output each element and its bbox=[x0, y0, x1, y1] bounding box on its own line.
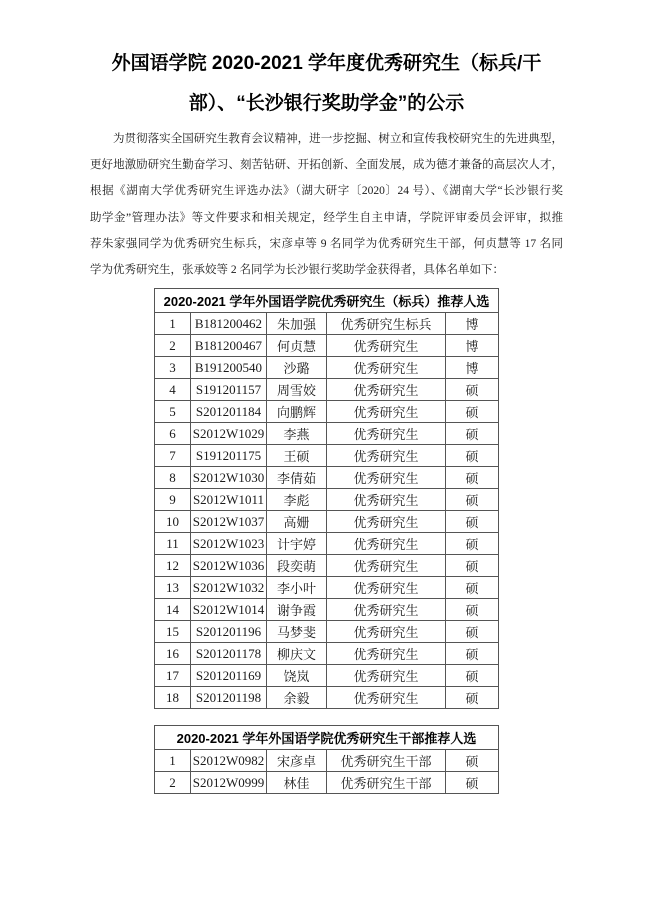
page-title bbox=[68, 44, 585, 124]
student-name-cell: 李燕 bbox=[266, 423, 326, 445]
student-id-cell: S2012W0999 bbox=[191, 772, 267, 794]
student-id-cell: S191201157 bbox=[190, 379, 266, 401]
table-row bbox=[154, 533, 498, 555]
serial-cell: 1 bbox=[154, 313, 190, 335]
honor-title-cell: 优秀研究生 bbox=[326, 401, 445, 423]
degree-level-cell: 硕 bbox=[445, 379, 498, 401]
serial-cell: 1 bbox=[155, 750, 191, 772]
table-row bbox=[154, 599, 498, 621]
degree-level-cell: 硕 bbox=[445, 577, 498, 599]
table-row bbox=[154, 511, 498, 533]
ganbu-roster-table bbox=[154, 725, 499, 794]
degree-level-cell: 硕 bbox=[445, 643, 498, 665]
student-id-cell: S2012W1029 bbox=[190, 423, 266, 445]
degree-level-cell: 硕 bbox=[446, 750, 499, 772]
serial-cell: 7 bbox=[154, 445, 190, 467]
student-id-cell: S2012W1032 bbox=[190, 577, 266, 599]
degree-level-cell: 硕 bbox=[445, 555, 498, 577]
honor-title-cell: 优秀研究生 bbox=[326, 489, 445, 511]
honor-title-cell: 优秀研究生 bbox=[326, 445, 445, 467]
student-name-cell: 周雪姣 bbox=[266, 379, 326, 401]
paragraph-line: 根据《湖南大学优秀研究生评选办法》（湖大研字〔2020〕24 号）、《湖南大学“长沙银行奖 bbox=[90, 185, 563, 198]
serial-cell: 13 bbox=[154, 577, 190, 599]
serial-cell: 16 bbox=[154, 643, 190, 665]
degree-level-cell: 博 bbox=[445, 335, 498, 357]
degree-level-cell: 硕 bbox=[445, 533, 498, 555]
student-id-cell: S2012W1014 bbox=[190, 599, 266, 621]
degree-level-cell: 硕 bbox=[445, 489, 498, 511]
table-row bbox=[154, 687, 498, 709]
student-id-cell: S201201184 bbox=[190, 401, 266, 423]
table-row bbox=[154, 643, 498, 665]
student-name-cell: 饶岚 bbox=[266, 665, 326, 687]
degree-level-cell: 硕 bbox=[445, 423, 498, 445]
table-row bbox=[154, 555, 498, 577]
honor-title-cell: 优秀研究生 bbox=[326, 379, 445, 401]
serial-cell: 2 bbox=[155, 772, 191, 794]
table-row bbox=[154, 467, 498, 489]
degree-level-cell: 硕 bbox=[445, 599, 498, 621]
honor-title-cell: 优秀研究生 bbox=[326, 335, 445, 357]
honor-title-cell: 优秀研究生干部 bbox=[327, 772, 446, 794]
degree-level-cell: 博 bbox=[445, 357, 498, 379]
page-title-line-1: 外国语学院 2020-2021 学年度优秀研究生（标兵/干 bbox=[111, 53, 542, 74]
biaobing-roster-table bbox=[154, 288, 499, 709]
student-id-cell: S2012W1036 bbox=[190, 555, 266, 577]
serial-cell: 9 bbox=[154, 489, 190, 511]
honor-title-cell: 优秀研究生标兵 bbox=[326, 313, 445, 335]
student-name-cell: 向鹏辉 bbox=[266, 401, 326, 423]
student-name-cell: 柳庆文 bbox=[266, 643, 326, 665]
table-row bbox=[154, 489, 498, 511]
table-row bbox=[154, 445, 498, 467]
student-id-cell: S201201196 bbox=[190, 621, 266, 643]
table-row bbox=[154, 357, 498, 379]
student-id-cell: S191201175 bbox=[190, 445, 266, 467]
table-row bbox=[154, 665, 498, 687]
student-id-cell: S201201198 bbox=[190, 687, 266, 709]
degree-level-cell: 博 bbox=[445, 313, 498, 335]
degree-level-cell: 硕 bbox=[445, 467, 498, 489]
honor-title-cell: 优秀研究生干部 bbox=[327, 750, 446, 772]
student-name-cell: 王硕 bbox=[266, 445, 326, 467]
serial-cell: 2 bbox=[154, 335, 190, 357]
honor-title-cell: 优秀研究生 bbox=[326, 621, 445, 643]
paragraph-line: 助学金”管理办法》等文件要求和相关规定，经学生自主申请，学院评审委员会评审，拟推 bbox=[90, 211, 563, 224]
paragraph-line: 荐朱家强同学为优秀研究生标兵，宋彦卓等 9 名同学为优秀研究生干部，何贞慧等 17 名同 bbox=[90, 237, 563, 250]
student-id-cell: B191200540 bbox=[190, 357, 266, 379]
student-id-cell: B181200467 bbox=[190, 335, 266, 357]
paragraph-line: 学为优秀研究生，张承姣等 2 名同学为长沙银行奖助学金获得者，具体名单如下： bbox=[90, 264, 504, 277]
serial-cell: 18 bbox=[154, 687, 190, 709]
degree-level-cell: 硕 bbox=[445, 511, 498, 533]
serial-cell: 8 bbox=[154, 467, 190, 489]
student-name-cell: 何贞慧 bbox=[266, 335, 326, 357]
honor-title-cell: 优秀研究生 bbox=[326, 511, 445, 533]
student-name-cell: 李彪 bbox=[266, 489, 326, 511]
honor-title-cell: 优秀研究生 bbox=[326, 423, 445, 445]
student-name-cell: 李小叶 bbox=[266, 577, 326, 599]
student-name-cell: 段奕萌 bbox=[266, 555, 326, 577]
table-caption-row bbox=[154, 289, 498, 313]
student-id-cell: S2012W1030 bbox=[190, 467, 266, 489]
table-row bbox=[154, 621, 498, 643]
paragraph-line: 更好地激励研究生勤奋学习、刻苦钻研、开拓创新、全面发展，成为德才兼备的高层次人才， bbox=[90, 159, 563, 172]
degree-level-cell: 硕 bbox=[445, 687, 498, 709]
student-name-cell: 马梦斐 bbox=[266, 621, 326, 643]
honor-title-cell: 优秀研究生 bbox=[326, 357, 445, 379]
degree-level-cell: 硕 bbox=[445, 445, 498, 467]
honor-title-cell: 优秀研究生 bbox=[326, 665, 445, 687]
table-row bbox=[154, 577, 498, 599]
degree-level-cell: 硕 bbox=[445, 621, 498, 643]
serial-cell: 6 bbox=[154, 423, 190, 445]
student-name-cell: 计宇婷 bbox=[266, 533, 326, 555]
intro-paragraph bbox=[90, 126, 563, 283]
serial-cell: 10 bbox=[154, 511, 190, 533]
student-id-cell: S2012W1023 bbox=[190, 533, 266, 555]
degree-level-cell: 硕 bbox=[445, 665, 498, 687]
student-name-cell: 李倩茹 bbox=[266, 467, 326, 489]
student-id-cell: S201201169 bbox=[190, 665, 266, 687]
table-row bbox=[154, 401, 498, 423]
honor-title-cell: 优秀研究生 bbox=[326, 599, 445, 621]
table-row bbox=[154, 313, 498, 335]
student-name-cell: 余毅 bbox=[266, 687, 326, 709]
honor-title-cell: 优秀研究生 bbox=[326, 533, 445, 555]
student-name-cell: 朱加强 bbox=[266, 313, 326, 335]
serial-cell: 12 bbox=[154, 555, 190, 577]
honor-title-cell: 优秀研究生 bbox=[326, 687, 445, 709]
student-id-cell: B181200462 bbox=[190, 313, 266, 335]
student-name-cell: 谢争霞 bbox=[266, 599, 326, 621]
serial-cell: 5 bbox=[154, 401, 190, 423]
serial-cell: 14 bbox=[154, 599, 190, 621]
honor-title-cell: 优秀研究生 bbox=[326, 643, 445, 665]
table-row bbox=[155, 750, 499, 772]
serial-cell: 4 bbox=[154, 379, 190, 401]
table-row bbox=[154, 335, 498, 357]
student-name-cell: 宋彦卓 bbox=[267, 750, 327, 772]
honor-title-cell: 优秀研究生 bbox=[326, 467, 445, 489]
degree-level-cell: 硕 bbox=[446, 772, 499, 794]
serial-cell: 11 bbox=[154, 533, 190, 555]
degree-level-cell: 硕 bbox=[445, 401, 498, 423]
student-id-cell: S2012W1011 bbox=[190, 489, 266, 511]
table-caption: 2020-2021 学年外国语学院优秀研究生干部推荐人选 bbox=[155, 726, 499, 750]
honor-title-cell: 优秀研究生 bbox=[326, 555, 445, 577]
student-id-cell: S201201178 bbox=[190, 643, 266, 665]
student-id-cell: S2012W0982 bbox=[191, 750, 267, 772]
serial-cell: 17 bbox=[154, 665, 190, 687]
table-caption: 2020-2021 学年外国语学院优秀研究生（标兵）推荐人选 bbox=[154, 289, 498, 313]
serial-cell: 3 bbox=[154, 357, 190, 379]
honor-title-cell: 优秀研究生 bbox=[326, 577, 445, 599]
page-title-line-2: 部）、“长沙银行奖助学金”的公示 bbox=[188, 93, 465, 114]
table-row bbox=[154, 379, 498, 401]
paragraph-line: 为贯彻落实全国研究生教育会议精神，进一步挖掘、树立和宣传我校研究生的先进典型， bbox=[113, 133, 563, 145]
table-caption-row bbox=[155, 726, 499, 750]
student-name-cell: 高姗 bbox=[266, 511, 326, 533]
student-id-cell: S2012W1037 bbox=[190, 511, 266, 533]
student-name-cell: 林佳 bbox=[267, 772, 327, 794]
table-row bbox=[155, 772, 499, 794]
student-name-cell: 沙璐 bbox=[266, 357, 326, 379]
serial-cell: 15 bbox=[154, 621, 190, 643]
table-row bbox=[154, 423, 498, 445]
